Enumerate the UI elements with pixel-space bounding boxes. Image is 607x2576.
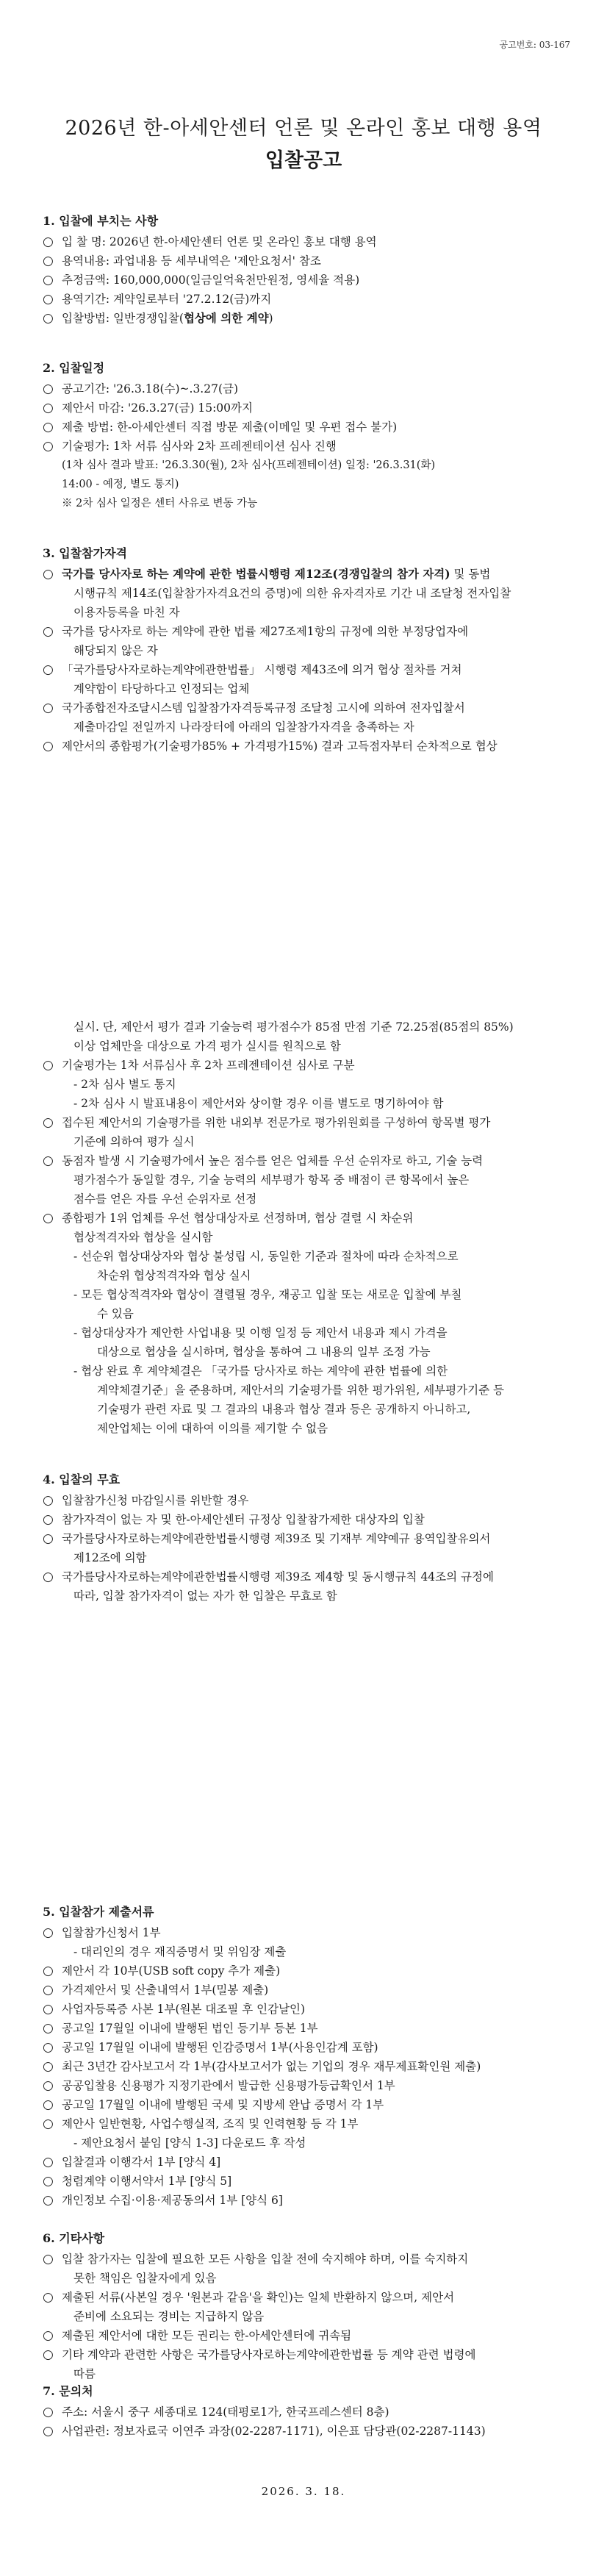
section-qualifications: 3. 입찰참가자격 ○ 국가를 당사자로 하는 계약에 관한 법률시행령 제12조(경쟁입찰의 참가 자격) 및 동법 시행규칙 제14조(입찰참가자격요건의 증명)에 의한 유자격자로 기간 내 조달청 전자입찰 이용자등록을 마친 자 ○ 국가를 당사자로 하는 계약에 관한 법률 제27조제1항의 규정에 의한 부정당업자에 해당되지 않은 자 ○ 「국가를당사자로하는계약에관한법률」 시행령 제43조에 의거 협상 절차를 거쳐 계약함이 타당하다고 인정되는 업체 ○ 국가종합전자조달시스템 입찰참가자격등록규정 조달청 고시에 의하여 전자입찰서 제출마감일 전일까지 나라장터에 아래의 입찰참가자격을 충족하는 자 ○ 제안서의 종합평가(기술평가85% + 가격평가15%) 결과 고득점자부터 순차적으로 협상 — [43, 544, 572, 756]
list-item: ○ 공공입찰용 신용평가 지정기관에서 발급한 신용평가등급확인서 1부 — [43, 2076, 572, 2095]
section-title: 3. 입찰참가자격 — [43, 546, 128, 560]
list-item: ○ 「국가를당사자로하는계약에관한법률」 시행령 제43조에 의거 협상 절차를 거쳐 — [43, 660, 572, 679]
section-title: 6. 기타사항 — [43, 2231, 105, 2245]
list-item: ○ 제안서 마감: '26.3.27(금) 15:00까지 — [43, 398, 572, 418]
circle-bullet-icon: ○ — [43, 1531, 54, 1546]
circle-bullet-icon: ○ — [43, 1512, 54, 1527]
circle-bullet-icon: ○ — [43, 2347, 54, 2362]
section-contact — [43, 2382, 572, 2441]
circle-bullet-icon: ○ — [43, 2328, 54, 2343]
circle-bullet-icon: ○ — [43, 2424, 54, 2439]
circle-bullet-icon: ○ — [43, 1964, 54, 1978]
circle-bullet-icon: ○ — [43, 2097, 54, 2112]
section-title: 7. 문의처 — [43, 2384, 93, 2398]
list-item: ○ 용역내용: 과업내용 등 세부내역은 '제안요청서' 참조 — [43, 251, 572, 271]
list-item: ○ 공고기간: '26.3.18(수)~.3.27(금) — [43, 379, 572, 398]
circle-bullet-icon: ○ — [43, 401, 54, 415]
section-title: 5. 입찰참가 제출서류 — [43, 1905, 154, 1919]
list-item: ○ 입 찰 명: 2026년 한-아세안센터 언론 및 온라인 홍보 대행 용역 — [43, 232, 572, 251]
circle-bullet-icon: ○ — [43, 662, 54, 677]
list-item: ○ 국가를 당사자로 하는 계약에 관한 법률 제27조제1항의 규정에 의한 부정당업자에 — [43, 622, 572, 641]
circle-bullet-icon: ○ — [43, 382, 54, 396]
list-item: ○ 추정금액: 160,000,000(일금일억육천만원정, 영세율 적용) — [43, 271, 572, 290]
circle-bullet-icon: ○ — [43, 1115, 54, 1130]
section-title: 2. 입찰일정 — [43, 361, 105, 375]
list-item: ○ 국가를 당사자로 하는 계약에 관한 법률시행령 제12조(경쟁입찰의 참가 자격) 및 동법 — [43, 565, 572, 584]
list-item: ○ 주소: 서울시 중구 세종대로 124(태평로1가, 한국프레스센터 8층) — [43, 2403, 572, 2422]
circle-bullet-icon: ○ — [43, 2117, 54, 2131]
list-item: ○ 기타 계약과 관련한 사항은 국가를당사자로하는계약에관한법률 등 계약 관련 법령에 — [43, 2345, 572, 2364]
list-item: ○ 입찰방법: 일반경쟁입찰(협상에 의한 계약) — [43, 309, 572, 328]
circle-bullet-icon: ○ — [43, 1570, 54, 1584]
circle-bullet-icon: ○ — [43, 1493, 54, 1508]
list-item: ○ 국가를당사자로하는계약에관한법률시행령 제39조 제4항 및 동시행규칙 44조의 규정에 — [43, 1567, 572, 1586]
circle-bullet-icon: ○ — [43, 2078, 54, 2093]
list-item: ○ 참가자격이 없는 자 및 한-아세안센터 규정상 입찰참가제한 대상자의 입찰 — [43, 1510, 572, 1529]
section-bidding-items — [43, 212, 572, 328]
section-invalidity: 4. 입찰의 무효 ○ 입찰참가신청 마감일시를 위반할 경우 ○ 참가자격이 없는 자 및 한-아세안센터 규정상 입찰참가제한 대상자의 입찰 ○ 국가를당사자로하는계약에관한법률시행령 제39조 및 기재부 계약예규 용역입찰유의서 제12조에 의함 ○ 국가를당사자로하는계약에관한법률시행령 제39조 제4항 및 동시행규칙 44조의 규정에 따라, 입찰 참가자격이 없는 자가 한 입찰은 무효로 함 — [43, 1470, 572, 1606]
circle-bullet-icon: ○ — [43, 1153, 54, 1168]
list-item: ○ 가격제안서 및 산출내역서 1부(밀봉 제출) — [43, 1981, 572, 2000]
schedule-note: ※ 2차 심사 일정은 센터 사유로 변동 가능 — [62, 498, 258, 509]
circle-bullet-icon: ○ — [43, 1925, 54, 1940]
circle-bullet-icon: ○ — [43, 2252, 54, 2266]
list-item: ○ 기술평가: 1차 서류 심사와 2차 프레젠테이션 심사 진행 — [43, 437, 572, 456]
list-item: ○ 기술평가는 1차 서류심사 후 2차 프레젠테이션 심사로 구분 — [43, 1056, 572, 1075]
list-item: ○ 공고일 17월일 이내에 발행된 법인 등기부 등본 1부 — [43, 2019, 572, 2038]
list-item: ○ 입찰참가신청 마감일시를 위반할 경우 — [43, 1491, 572, 1510]
list-item: ○ 청렴계약 이행서약서 1부 [양식 5] — [43, 2172, 572, 2191]
list-item: ○ 동점자 발생 시 기술평가에서 높은 점수를 얻은 업체를 우선 순위자로 하고, 기술 능력 — [43, 1151, 572, 1170]
section-title: 1. 입찰에 부치는 사항 — [43, 214, 159, 228]
list-item: ○ 사업자등록증 사본 1부(원본 대조필 후 인감날인) — [43, 2000, 572, 2019]
section-schedule — [43, 359, 572, 513]
list-item: ○ 공고일 17월일 이내에 발행된 인감증명서 1부(사용인감계 포함) — [43, 2038, 572, 2057]
circle-bullet-icon: ○ — [43, 2002, 54, 2017]
list-item: ○ 공고일 17월일 이내에 발행된 국세 및 지방세 완납 증명서 각 1부 — [43, 2095, 572, 2114]
circle-bullet-icon: ○ — [43, 1211, 54, 1226]
circle-bullet-icon: ○ — [43, 2059, 54, 2074]
list-item: ○ 입찰 참가자는 입찰에 필요한 모든 사항을 입찰 전에 숙지해야 하며, 이를 숙지하지 — [43, 2250, 572, 2269]
list-item: ○ 입찰참가신청서 1부 — [43, 1923, 572, 1942]
circle-bullet-icon: ○ — [43, 292, 54, 307]
circle-bullet-icon: ○ — [43, 2405, 54, 2419]
list-item: ○ 용역기간: 계약일로부터 '27.2.12(금)까지 — [43, 290, 572, 309]
circle-bullet-icon: ○ — [43, 235, 54, 249]
list-item: ○ 제출 방법: 한-아세안센터 직접 방문 제출(이메일 및 우편 접수 불가) — [43, 418, 572, 437]
circle-bullet-icon: ○ — [43, 273, 54, 287]
circle-bullet-icon: ○ — [43, 254, 54, 268]
circle-bullet-icon: ○ — [43, 739, 54, 754]
section-other-matters: 6. 기타사항 ○ 입찰 참가자는 입찰에 필요한 모든 사항을 입찰 전에 숙지해야 하며, 이를 숙지하지 못한 책임은 입찰자에게 있음 ○ 제출된 서류(사본일 경우 '원본과 같음'을 확인)는 일체 반환하지 않으며, 제안서 준비에 소요되는 경비는 지급하지 않음 ○ 제출된 제안서에 대한 모든 권리는 한-아세안센터에 귀속됨 ○ 기타 계약과 관련한 사항은 국가를당사자로하는계약에관한법률 등 계약 관련 법령에 따름 — [43, 2229, 572, 2383]
list-item: ○ 제출된 서류(사본일 경우 '원본과 같음'을 확인)는 일체 반환하지 않으며, 제안서 — [43, 2288, 572, 2307]
section-qualifications-continued: 실시. 단, 제안서 평가 결과 기술능력 평가점수가 85점 만점 기준 72.25점(85점의 85%) 이상 업체만을 대상으로 가격 평가 실시를 원칙으로 함 ○ 기술평가는 1차 서류심사 후 2차 프레젠테이션 심사로 구분 - 2차 심사 별도 통지 - 2차 심사 시 발표내용이 제안서와 상이할 경우 이를 별도로 명기하여야 함 ○ 접수된 제안서의 기술평가를 위한 내외부 전문가로 평가위원회를 구성하여 항목별 평가 기준에 의하여 평가 실시 ○ 동점자 발생 시 기술평가에서 높은 점수를 얻은 업체를 우선 순위자로 하고, 기술 능력 평가점수가 동일할 경우, 기술 능력의 세부평가 항목 중 배점이 큰 항목에서 높은 점수를 얻은 자를 우선 순위자로 선정 ○ 종합평가 1위 업체를 우선 협상대상자로 선정하며, 협상 결렬 시 차순위 협상적격자와 협상을 실시함 - 선순위 협상대상자와 협상 불성립 시, 동일한 기준과 절차에 따라 순차적으로 차순위 협상적격자와 협상 실시 - 모든 협상적격자와 협상이 결렬될 경우, 재공고 입찰 또는 새로운 입찰에 부칠 수 있음 - 협상대상자가 제안한 사업내용 및 이행 일정 등 제안서 내용과 제시 가격을 대상으로 협상을 실시하며, 협상을 통하여 그 내용의 일부 조정 가능 - 협상 완료 후 계약체결은 「국가를 당사자로 하는 계약에 관한 법률에 의한 계약체결기준」을 준용하며, 제안서의 기술평가를 위한 평가위원, 세부평가기준 등 기술평가 관련 자료 및 그 결과의 내용과 협상 결과 등은 공개하지 아니하고, 제안업체는 이에 대하여 이의를 제기할 수 없음 — [43, 1017, 572, 1438]
circle-bullet-icon: ○ — [43, 2021, 54, 2036]
notice-number: 공고번호: 03-167 — [499, 40, 570, 50]
circle-bullet-icon: ○ — [43, 420, 54, 434]
list-item: ○ 입찰결과 이행각서 1부 [양식 4] — [43, 2153, 572, 2172]
circle-bullet-icon: ○ — [43, 2193, 54, 2208]
list-item: ○ 국가종합전자조달시스템 입찰참가자격등록규정 조달청 고시에 의하여 전자입찰서 — [43, 698, 572, 718]
section-title: 4. 입찰의 무효 — [43, 1473, 121, 1486]
list-item: ○ 접수된 제안서의 기술평가를 위한 내외부 전문가로 평가위원회를 구성하여 항목별 평가 — [43, 1113, 572, 1132]
circle-bullet-icon: ○ — [43, 2040, 54, 2055]
list-item: ○ 사업관련: 정보자료국 이연주 과장(02-2287-1171), 이은표 담당관(02-2287-1143) — [43, 2422, 572, 2441]
list-item: ○ 제안서의 종합평가(기술평가85% + 가격평가15%) 결과 고득점자부터 순차적으로 협상 — [43, 737, 572, 756]
circle-bullet-icon: ○ — [43, 1058, 54, 1073]
circle-bullet-icon: ○ — [43, 624, 54, 639]
circle-bullet-icon: ○ — [43, 439, 54, 454]
page-title: 2026년 한-아세안센터 언론 및 온라인 홍보 대행 용역 — [65, 117, 542, 140]
circle-bullet-icon: ○ — [43, 2290, 54, 2305]
circle-bullet-icon: ○ — [43, 2155, 54, 2169]
list-item: ○ 제안사 일반현황, 사업수행실적, 조직 및 인력현황 등 각 1부 — [43, 2114, 572, 2133]
list-item: ○ 최근 3년간 감사보고서 각 1부(감사보고서가 없는 기업의 경우 재무제표확인원 제출) — [43, 2057, 572, 2076]
page-subtitle: 입찰공고 — [265, 149, 342, 172]
circle-bullet-icon: ○ — [43, 701, 54, 715]
list-item: ○ 제출된 제안서에 대한 모든 권리는 한-아세안센터에 귀속됨 — [43, 2326, 572, 2345]
circle-bullet-icon: ○ — [43, 1983, 54, 1997]
list-item: ○ 제안서 각 10부(USB soft copy 추가 제출) — [43, 1961, 572, 1981]
list-item: ○ 국가를당사자로하는계약에관한법률시행령 제39조 및 기재부 계약예규 용역입찰유의서 — [43, 1529, 572, 1548]
schedule-detail: 14:00 - 예정, 별도 통지) — [62, 479, 179, 490]
section-required-documents: 5. 입찰참가 제출서류 ○ 입찰참가신청서 1부 - 대리인의 경우 재직증명서 및 위임장 제출 ○ 제안서 각 10부(USB soft copy 추가 제출) ○ 가격제안서 및 산출내역서 1부(밀봉 제출) ○ 사업자등록증 사본 1부(원본 대조필 후 인감날인) ○ 공고일 17월일 이내에 발행된 법인 등기부 등본 1부 ○ 공고일 17월일 이내에 발행된 인감증명서 1부(사용인감계 포함) ○ 최근 3년간 감사보고서 각 1부(감사보고서가 없는 기업의 경우 재무제표확인원 제출) ○ 공공입찰용 신용평가 지정기관에서 발급한 신용평가등급확인서 1부 ○ 공고일 17월일 이내에 발행된 국세 및 지방세 완납 증명서 각 1부 ○ 제안사 일반현황, 사업수행실적, 조직 및 인력현황 등 각 1부 - 제안요청서 붙임 [양식 1-3] 다운로드 후 작성 ○ 입찰결과 이행각서 1부 [양식 4] ○ 청렴계약 이행서약서 1부 [양식 5] ○ 개인정보 수집·이용·제공동의서 1부 [양식 6] — [43, 1903, 572, 2210]
circle-bullet-icon: ○ — [43, 2174, 54, 2189]
circle-bullet-icon: ○ — [43, 567, 54, 582]
list-item: ○ 종합평가 1위 업체를 우선 협상대상자로 선정하며, 협상 결렬 시 차순위 — [43, 1209, 572, 1228]
circle-bullet-icon: ○ — [43, 311, 54, 326]
list-item: ○ 개인정보 수집·이용·제공동의서 1부 [양식 6] — [43, 2191, 572, 2210]
schedule-detail: (1차 심사 결과 발표: '26.3.30(월), 2차 심사(프레젠테이션) 일정: '26.3.31(화) — [62, 459, 436, 471]
announcement-date: 2026. 3. 18. — [261, 2485, 346, 2498]
